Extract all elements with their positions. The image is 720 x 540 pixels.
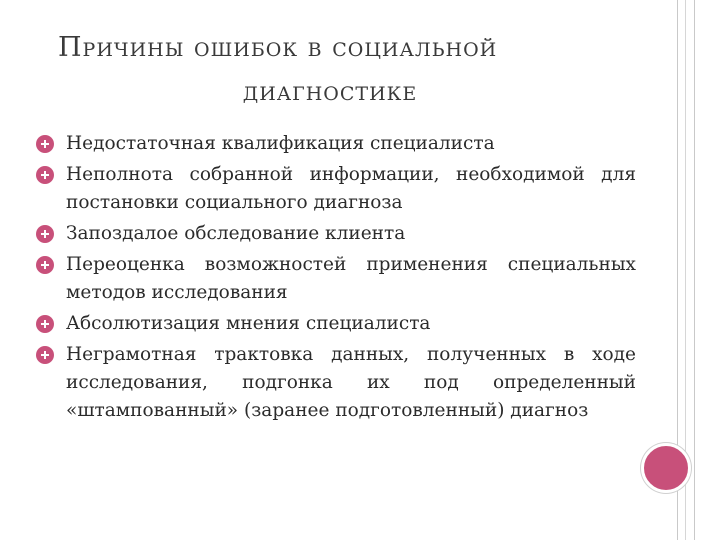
plus-circle-bullet-icon (36, 315, 54, 333)
bullet-item (36, 220, 636, 248)
bullet-item-text: Абсолютизация мнения специалиста (66, 313, 431, 334)
bullet-item-text: Неграмотная трактовка данных, полученных в ходе исследования, подгонка их под определенный «штампованный» (заранее подготовленный) диагноз (66, 344, 636, 421)
bullet-item-text: Недостаточная квалификация специалиста (66, 133, 495, 154)
plus-circle-bullet-icon (36, 166, 54, 184)
plus-circle-bullet-icon (36, 346, 54, 364)
bullet-item (36, 251, 636, 307)
plus-circle-bullet-icon (36, 256, 54, 274)
bullet-item (36, 310, 636, 338)
bullet-item (36, 341, 636, 425)
bullet-item (36, 161, 636, 217)
bullet-item-text: Запоздалое обследование клиента (66, 223, 406, 244)
decorative-circle (641, 443, 691, 493)
plus-circle-bullet-icon (36, 135, 54, 153)
bullet-list (36, 130, 636, 428)
bullet-item-text: Переоценка возможностей применения специальных методов исследования (66, 254, 636, 303)
slide-title-line-2: диагностике (242, 76, 418, 107)
bullet-item (36, 130, 636, 158)
bullet-item-text: Неполнота собранной информации, необходимой для постановки социального диагноза (66, 164, 636, 213)
plus-circle-bullet-icon (36, 225, 54, 243)
slide-title (0, 26, 660, 114)
slide-title-line-1: Причины ошибок в социальной (58, 32, 498, 63)
